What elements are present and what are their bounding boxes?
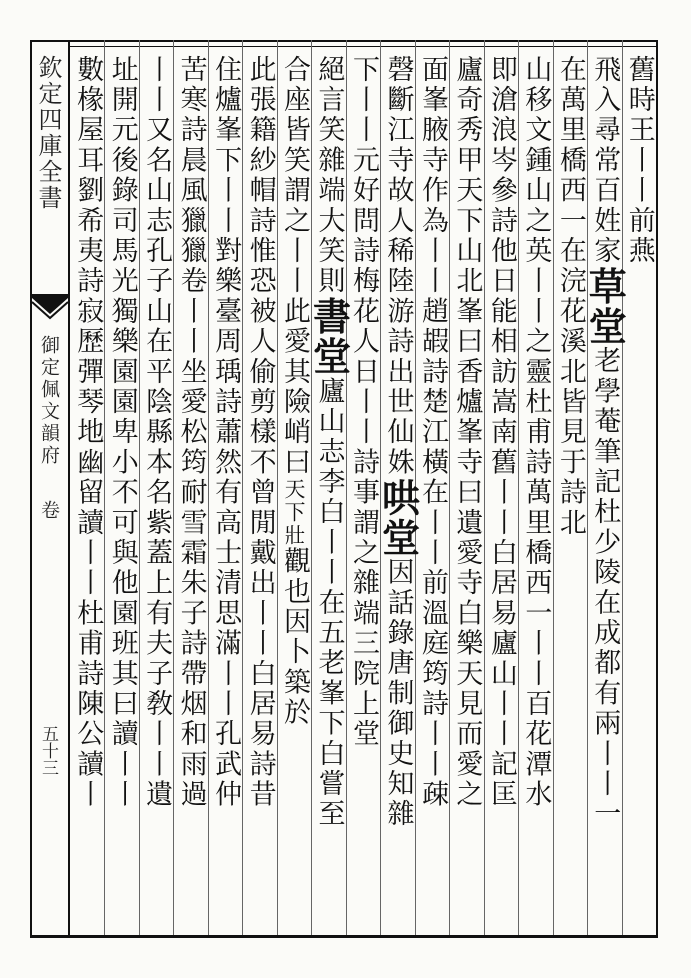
column-text: 此張籍紗帽詩惟恐被人偷剪樣不曾閒戴出丨丨白居易詩昔	[244, 55, 276, 810]
column-text: 觀也因卜築於	[279, 546, 311, 729]
column-text: 磬斷江寺故人稀陸游詩出世仙姝	[382, 55, 414, 478]
page-number: 五十三	[38, 725, 58, 776]
column-text: 即滄浪岑參詩他日能相訪嵩南舊丨丨白居易廬山丨丨記匡	[485, 55, 517, 810]
column-text: 下丨丨元好問詩梅花人日丨丨詩	[348, 55, 379, 478]
column-text: 合座皆笑謂之丨丨	[279, 55, 311, 297]
column-text: 住爐峯下丨丨對樂臺周瑀詩蕭然有高士清思滿丨丨孔武仲	[210, 55, 242, 810]
column-text: 事謂之雜端三院上堂	[348, 477, 379, 750]
fishtail-mark	[30, 292, 70, 332]
margin-title: 欽定四庫全書	[34, 55, 62, 211]
text-column	[102, 55, 142, 935]
text-column	[306, 55, 352, 935]
headword: 草堂	[582, 266, 628, 347]
text-column	[582, 55, 628, 935]
column-text: 山移文鍾山之英丨丨之靈杜甫詩萬里橋西一丨丨百花潭水	[520, 55, 552, 810]
margin-volume: 卷	[38, 500, 60, 522]
text-column	[171, 55, 211, 935]
text-column	[446, 55, 486, 935]
column-text: 飛入尋常百姓家	[589, 55, 621, 267]
top-border	[30, 40, 658, 42]
column-text: 絕言笑雜端大笑則	[313, 55, 345, 297]
text-column	[375, 55, 421, 935]
headword: 書堂	[306, 296, 352, 377]
column-text: 苦寒詩晨風獵獵卷丨丨坐愛松筠耐雪霜朱子詩帶烟和雨過	[175, 55, 207, 810]
text-column	[619, 55, 659, 935]
text-column	[515, 55, 555, 935]
column-text: 此愛其險峭曰	[279, 296, 311, 478]
column-text: 面峯腋寺作為丨丨趙嘏詩楚江橫在丨丨前溫庭筠詩丨丨疎	[416, 55, 448, 810]
column-text: 廬奇秀甲天下山北峯曰香爐峯寺曰遺愛寺白樂天見而愛之	[451, 55, 483, 810]
margin-book-title: 御定佩文韻府	[38, 335, 60, 467]
text-column	[274, 55, 314, 935]
text-column	[67, 55, 107, 935]
column-text: 數椽屋耳劉希夷詩寂歷彈琴地幽留讀丨丨杜甫詩陳公讀丨	[72, 55, 104, 810]
column-text: 老學菴筆記杜少陵在成都有兩丨丨一	[589, 346, 621, 830]
column-text: 舊時王丨丨前燕	[623, 55, 655, 267]
text-column	[550, 55, 590, 935]
margin-border-left	[30, 40, 32, 938]
column-text: 天下壯	[282, 477, 307, 547]
column-text: 在萬里橋西一在浣花溪北皆見于詩北	[554, 55, 586, 539]
headword: 哄堂	[375, 477, 421, 558]
text-column	[136, 55, 176, 935]
text-column	[205, 55, 245, 935]
text-column	[481, 55, 521, 935]
column-text: 廬山志李白丨丨在五老峯下白嘗至	[313, 376, 345, 830]
column-text: 因話錄唐制御史知雜	[382, 557, 414, 830]
top-border-inner	[70, 46, 658, 47]
column-text: 址開元後錄司馬光獨樂園園卑小不可與他園班其曰讀丨丨	[106, 55, 138, 810]
bottom-border	[30, 935, 658, 938]
text-column	[240, 55, 280, 935]
text-column	[343, 55, 383, 935]
column-text: 丨丨又名山志孔子山在平陰縣本名紫蓋上有夫子敎丨丨遺	[141, 55, 173, 810]
